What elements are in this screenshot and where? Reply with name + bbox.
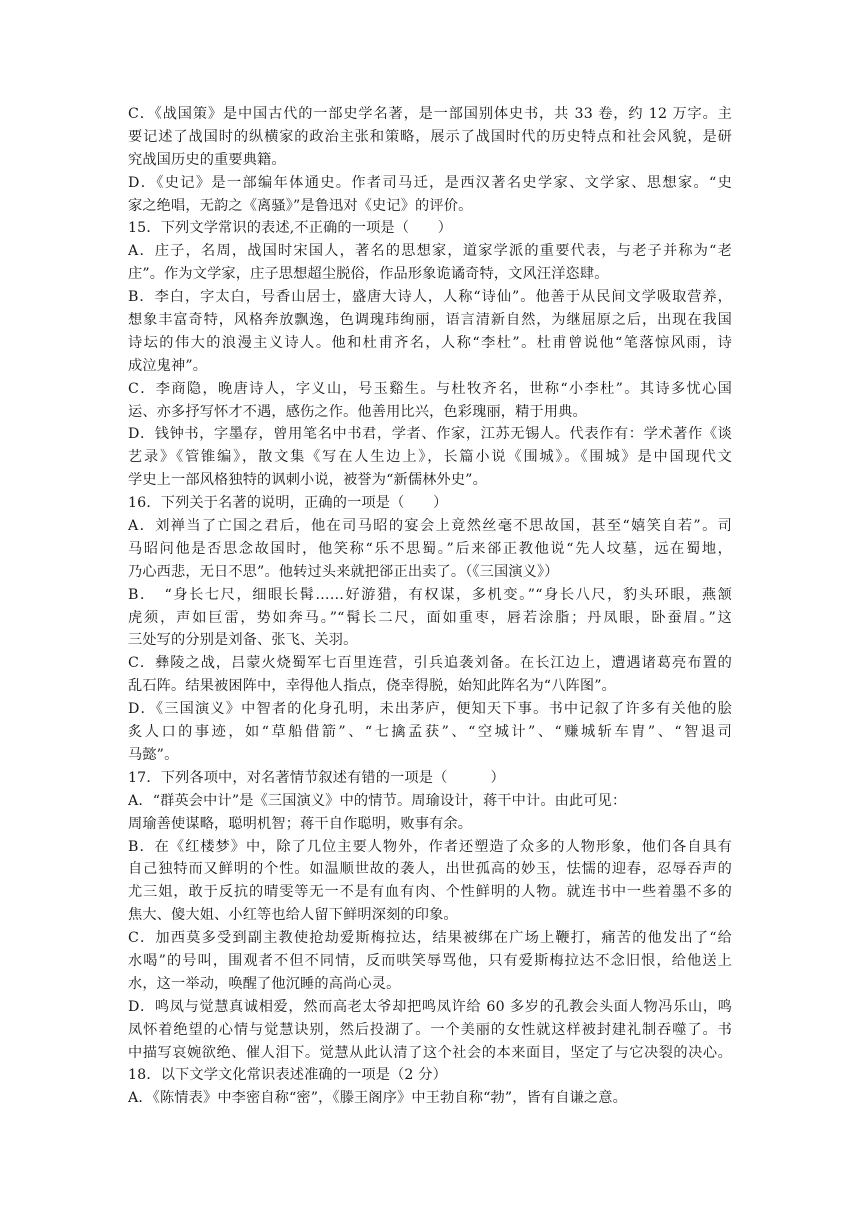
text-line: 马懿”。: [128, 746, 179, 763]
text-line: A．“群英会中计”是《三国演义》中的情节。周瑜设计，蒋干中计。由此可见：: [128, 792, 627, 809]
text-line: 水，这一举动，唤醒了他沉睡的高尚心灵。: [128, 975, 401, 992]
text-line: 周瑜善使谋略，聪明机智；蒋干自作聪明，败事有余。: [128, 815, 473, 832]
text-line: D．鸣凤与觉慧真诚相爱，然而高老太爷却把鸣凤许给 60 多岁的孔教会头面人物冯乐山，鸣: [128, 998, 732, 1015]
text-line: 炙人口的事迹，如“草船借箭”、“七擒孟获”、“空城计”、“赚城斩车胄”、“智退司: [128, 724, 732, 741]
text-line: 15．下列文学常识的表述,不正确的一项是（ ）: [128, 220, 453, 237]
text-line: 诗坛的伟大的浪漫主义诗人。他和杜甫齐名，人称“李杜”。杜甫曾说他“笔落惊风雨，诗: [128, 334, 732, 351]
text-line: B． “身长七尺，细眼长髯……好游猎，有权谋，多机变。”“身长八尺，豹头环眼，燕颔: [128, 586, 732, 603]
text-line: 乱石阵。结果被困阵中，幸得他人指点，侥幸得脱，始知此阵名为“八阵图”。: [128, 678, 616, 695]
text-line: 中描写哀婉欲绝、催人泪下。觉慧从此认清了这个社会的本来面目，坚定了与它决裂的决心。: [128, 1044, 732, 1061]
text-line: 自己独特而又鲜明的个性。如温顺世故的袭人，出世孤高的妙玉，怯懦的迎春，忍辱吞声的: [128, 861, 732, 878]
text-line: 艺录》《管锥编》，散文集《写在人生边上》，长篇小说《围城》。《围城》是中国现代文: [128, 449, 732, 466]
text-line: C．彝陵之战，吕蒙火烧蜀军七百里连营，引兵追袭刘备。在长江边上，遭遇诸葛亮布置的: [128, 655, 732, 672]
text-line: 凤怀着绝望的心情与觉慧诀别，然后投湖了。一个美丽的女性就这样被封建礼制吞噬了。书: [128, 1021, 732, 1038]
text-line: C．加西莫多受到副主教使抢劫爱斯梅拉达，结果被绑在广场上鞭打，痛苦的他发出了“给: [128, 930, 732, 947]
text-line: D．钱钟书，字墨存，曾用笔名中书君，学者、作家，江苏无锡人。代表作有：学术著作《谈: [128, 426, 732, 443]
text-line: 成泣鬼神”。: [128, 357, 208, 374]
text-line: 乃心西悲，无日不思”。他转过头来就把郤正出卖了。（《三国演义》）: [128, 563, 559, 580]
text-line: D．《史记》是一部编年体通史。作者司马迁，是西汉著名史学家、文学家、思想家。“史: [128, 174, 732, 191]
text-line: 家之绝唱，无韵之《离骚》”是鲁迅对《史记》的评价。: [128, 197, 473, 214]
text-line: 学史上一部风格独特的讽刺小说，被誉为“新儒林外史”。: [128, 472, 487, 489]
text-line: 虎须，声如巨雷，势如奔马。”“髯长二尺，面如重枣，唇若涂脂；丹凤眼，卧蚕眉。”这: [128, 609, 732, 626]
text-line: 18．以下文学文化常识表述准确的一项是（2 分）: [128, 1067, 447, 1084]
text-line: A．《陈情表》中李密自称“密”，《滕王阁序》中王勃自称“勃”，皆有自谦之意。: [128, 1090, 627, 1107]
text-line: 三处写的分别是刘备、张飞、关羽。: [128, 632, 358, 649]
text-line: 焦大、傻大姐、小红等也给人留下鲜明深刻的印象。: [128, 907, 458, 924]
text-line: 要记述了战国时的纵横家的政治主张和策略，展示了战国时代的历史特点和社会风貌，是研: [128, 128, 732, 145]
text-line: 尤三姐，敢于反抗的晴雯等无一不是有血有肉、个性鲜明的人物。就连书中一些着墨不多的: [128, 884, 732, 901]
text-line: 16．下列关于名著的说明，正确的一项是（ ）: [128, 495, 448, 512]
document-body: [128, 103, 732, 1110]
text-line: B．在《红楼梦》中，除了几位主要人物外，作者还塑造了众多的人物形象，他们各自具有: [128, 838, 732, 855]
text-line: 究战国历史的重要典籍。: [128, 151, 286, 168]
text-line: 水喝”的号叫，围观者不但不同情，反而哄笑辱骂他，只有爱斯梅拉达不念旧恨，给他送上: [128, 952, 732, 969]
text-line: 庄”。作为文学家，庄子思想超尘脱俗，作品形象诡谲奇特，文风汪洋恣肆。: [128, 266, 609, 283]
text-line: A．庄子，名周，战国时宋国人，著名的思想家，道家学派的重要代表，与老子并称为“老: [128, 243, 732, 260]
text-line: 17．下列各项中，对名著情节叙述有错的一项是（ ）: [128, 769, 505, 786]
text-line: 运、亦多抒写怀才不遇，感伤之作。他善用比兴，色彩瑰丽，精于用典。: [128, 403, 587, 420]
text-line: B．李白，字太白，号香山居士，盛唐大诗人，人称“诗仙”。他善于从民间文学吸取营养，: [128, 289, 732, 306]
text-line: 想象丰富奇特，风格奔放飘逸，色调瑰玮绚丽，语言清新自然，为继屈原之后，出现在我国: [128, 312, 732, 329]
text-line: A．刘禅当了亡国之君后，他在司马昭的宴会上竟然丝毫不思故国，甚至“嬉笑自若”。司: [128, 518, 732, 535]
text-line: C．《战国策》是中国古代的一部史学名著，是一部国别体史书，共 33 卷，约 12 万字。主: [128, 106, 732, 122]
text-line: C．李商隐，晚唐诗人，字义山，号玉谿生。与杜牧齐名，世称“小李杜”。其诗多忧心国: [128, 380, 732, 397]
text-line: 马昭问他是否思念故国时，他笑称“乐不思蜀。”后来郤正教他说“先人坟墓，远在蜀地，: [128, 540, 732, 557]
text-line: D．《三国演义》中智者的化身孔明，未出茅庐，便知天下事。书中记叙了许多有关他的脍: [128, 701, 732, 718]
